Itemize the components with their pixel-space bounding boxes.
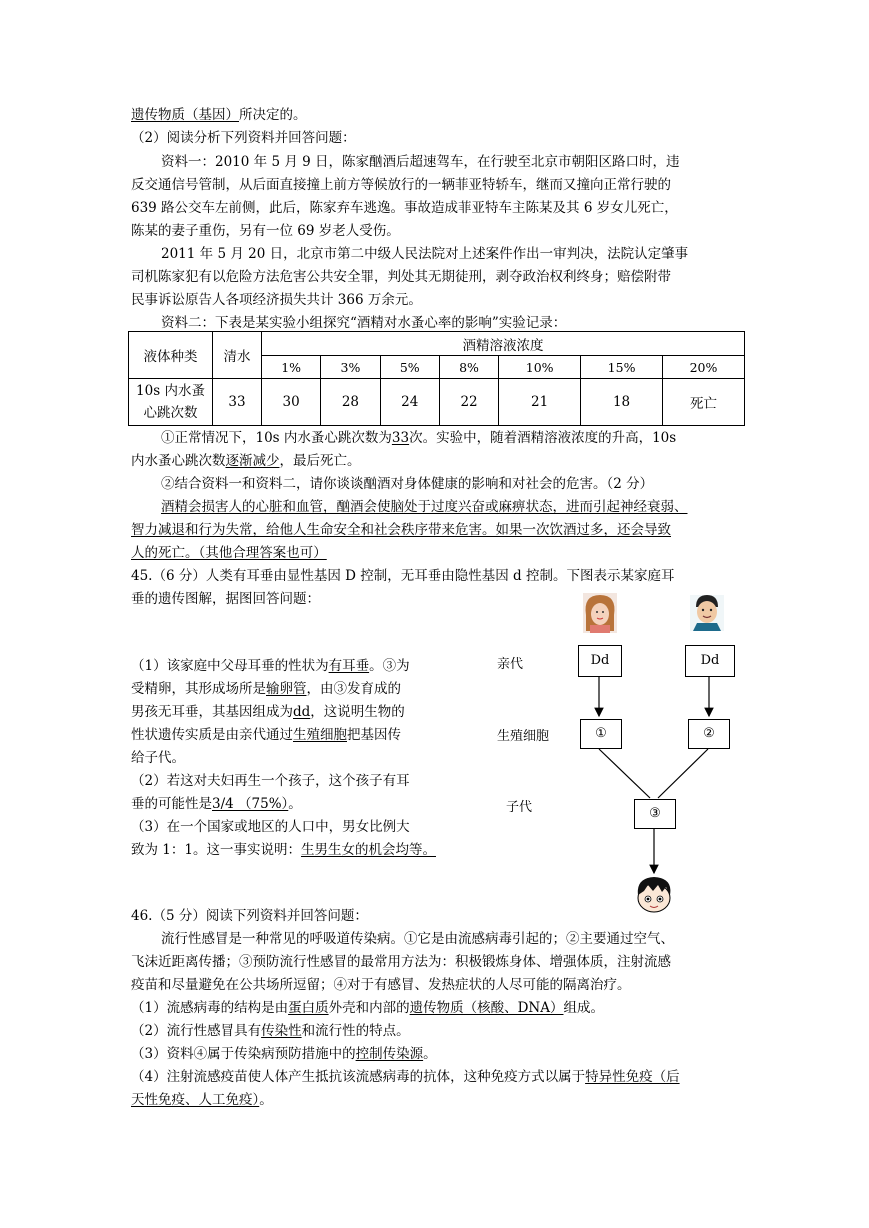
question-line: 垂的遗传图解，据图回答问题： bbox=[131, 591, 320, 607]
answer-text: 33 bbox=[391, 430, 410, 446]
answer-line bbox=[131, 680, 401, 698]
answer-text: 遗传物质（核酸、DNA） bbox=[409, 1000, 564, 1016]
paragraph-line: 飞沫近距离传播；③预防流行性感冒的最常用方法为：积极锻炼身体、增强体质，注射流感 bbox=[131, 954, 671, 970]
paragraph-line: 疫苗和尽量避免在公共场所逗留；④对于有感冒、发热症状的人尽可能的隔离治疗。 bbox=[131, 977, 631, 993]
header-cell: 8% bbox=[439, 356, 498, 379]
text: ，由③发育成的 bbox=[306, 681, 401, 697]
row-label-cell bbox=[129, 379, 213, 426]
answer-text: 生殖细胞 bbox=[293, 727, 347, 743]
table-cell: 30 bbox=[262, 379, 321, 426]
answer-line bbox=[131, 795, 302, 813]
header-cell: 液体种类 bbox=[129, 332, 213, 379]
question-line: 45.（6 分）人类有耳垂由显性基因 D 控制，无耳垂由隐性基因 d 控制。下图表示某家庭耳 bbox=[131, 568, 675, 584]
question-line: ②结合资料一和资料二，请你谈谈酗酒对身体健康的影响和对社会的危害。（2 分） bbox=[161, 476, 654, 492]
answer-text: 控制传染源 bbox=[355, 1046, 424, 1062]
header-cell: 1% bbox=[262, 356, 321, 379]
text: ，最后死亡。 bbox=[279, 453, 361, 469]
answer-line bbox=[131, 1068, 680, 1086]
table-cell: 33 bbox=[213, 379, 262, 426]
paragraph-line: 2011 年 5 月 20 日，北京市第二中级人民法院对上述案件作出一审判决，法院认定肇事 bbox=[161, 246, 689, 262]
parent-label: 亲代 bbox=[497, 657, 524, 672]
gamete-label: 生殖细胞 bbox=[497, 729, 550, 744]
answer-text: 人的死亡。（其他合理答案也可） bbox=[131, 545, 327, 561]
answer-text: 天性免疫、人工免疫） bbox=[131, 1092, 260, 1108]
answer-line bbox=[131, 657, 410, 675]
answer-text: 蛋白质 bbox=[288, 1000, 329, 1016]
table-cell: 21 bbox=[499, 379, 581, 426]
header-cell: 20% bbox=[663, 356, 745, 379]
row-label-line: 10s 内水蚤 bbox=[136, 383, 205, 399]
answer-text: 智力减退和行为失常，给他人生命安全和社会秩序带来危害。如果一次饮酒过多，还会导致 bbox=[131, 522, 671, 538]
answer-text: 遗传物质（基因） bbox=[131, 107, 239, 123]
gamete-box-2: ② bbox=[688, 719, 730, 749]
paragraph-line: 民事诉讼原告人各项经济损失共计 366 万余元。 bbox=[131, 292, 422, 308]
paragraph-line: 流行性感冒是一种常见的呼吸道传染病。①它是由流感病毒引起的；②主要通过空气、 bbox=[161, 931, 674, 947]
text: 男孩无耳垂，其基因组成为 bbox=[131, 704, 293, 720]
answer-text: 输卵管 bbox=[266, 681, 307, 697]
text: （1）流感病毒的结构是由 bbox=[131, 1000, 289, 1016]
answer-line bbox=[131, 726, 401, 744]
man-portrait-icon bbox=[690, 595, 724, 631]
text: （4）注射流感疫苗使人体产生抵抗该流感病毒的抗体，这种免疫方式以属于 bbox=[131, 1069, 586, 1085]
paragraph-line: 资料一：2010 年 5 月 9 日，陈家酗酒后超速驾车，在行驶至北京市朝阳区路口时，违 bbox=[161, 154, 680, 170]
text: 组成。 bbox=[563, 1000, 604, 1016]
answer-line bbox=[131, 452, 361, 470]
answer-line bbox=[131, 1045, 437, 1063]
text: 外壳和内部的 bbox=[328, 1000, 410, 1016]
answer-text: 酒精会损害人的心脏和血管，酗酒会使脑处于过度兴奋或麻痹状态，进而引起神经衰弱、 bbox=[161, 499, 688, 515]
table-cell: 22 bbox=[439, 379, 498, 426]
text: 和流行性的特点。 bbox=[301, 1023, 410, 1039]
text: （3）资料④属于传染病预防措施中的 bbox=[131, 1046, 356, 1062]
text: 次。实验中，随着酒精溶液浓度的升高，10s bbox=[409, 430, 677, 446]
answer-line bbox=[131, 999, 604, 1017]
text: ①正常情况下，10s 内水蚤心跳次数为 bbox=[161, 430, 392, 446]
table-cell: 24 bbox=[380, 379, 439, 426]
connector-line bbox=[599, 749, 650, 798]
answer-text: 特异性免疫（后 bbox=[585, 1069, 680, 1085]
mother-genotype-box: Dd bbox=[578, 645, 622, 677]
paragraph-line: 反交通信号管制，从后面直接撞上前方等候放行的一辆菲亚特轿车，继而又撞向正常行驶的 bbox=[131, 177, 671, 193]
answer-line bbox=[131, 703, 405, 721]
answer-line bbox=[131, 106, 307, 124]
text: 受精卵，其形成场所是 bbox=[131, 681, 266, 697]
answer-text: 3/4 （75%） bbox=[212, 796, 289, 812]
gamete-box-1: ① bbox=[580, 719, 622, 749]
question-line: 46.（5 分）阅读下列资料并回答问题： bbox=[131, 908, 368, 924]
answer-line: 给子代。 bbox=[131, 750, 185, 766]
answer-line bbox=[131, 1091, 273, 1109]
text: 。 bbox=[288, 796, 302, 812]
header-cell: 清水 bbox=[213, 332, 262, 379]
header-cell: 15% bbox=[581, 356, 663, 379]
table-cell: 死亡 bbox=[663, 379, 745, 426]
header-cell: 3% bbox=[321, 356, 380, 379]
answer-text: dd bbox=[293, 704, 311, 720]
header-cell: 酒精溶液浓度 bbox=[262, 332, 745, 356]
answer-text: 有耳垂 bbox=[328, 658, 370, 674]
table-cell: 18 bbox=[581, 379, 663, 426]
question-line: （2）阅读分析下列资料并回答问题： bbox=[131, 130, 356, 146]
text: 内水蚤心跳次数 bbox=[131, 453, 226, 469]
table-cell: 28 bbox=[321, 379, 380, 426]
boy-cartoon-icon bbox=[638, 877, 671, 912]
text: 致为 1：1。这一事实说明： bbox=[131, 842, 301, 858]
offspring-label: 子代 bbox=[506, 800, 533, 815]
paragraph-line: 资料二：下表是某实验小组探究“酒精对水蚤心率的影响”实验记录： bbox=[161, 315, 567, 331]
answer-line bbox=[131, 1022, 410, 1040]
answer-text: 逐渐减少 bbox=[225, 453, 280, 469]
text: （2）流行性感冒具有 bbox=[131, 1023, 262, 1039]
header-cell: 10% bbox=[499, 356, 581, 379]
data-table bbox=[128, 331, 745, 426]
question-line: （3）在一个国家或地区的人口中，男女比例大 bbox=[131, 819, 410, 835]
text: ，这说明生物的 bbox=[310, 704, 405, 720]
diagram-lines bbox=[490, 585, 750, 920]
header-cell: 5% bbox=[380, 356, 439, 379]
text: 。 bbox=[423, 1046, 437, 1062]
question-line: （2）若这对夫妇再生一个孩子，这个孩子有耳 bbox=[131, 773, 410, 789]
connector-line bbox=[658, 749, 708, 798]
paragraph-line: 陈某的妻子重伤，另有一位 69 岁老人受伤。 bbox=[131, 223, 400, 239]
answer-line bbox=[131, 841, 436, 859]
zygote-box: ③ bbox=[634, 799, 676, 829]
text: 把基因传 bbox=[347, 727, 401, 743]
answer-text: 传染性 bbox=[261, 1023, 302, 1039]
paragraph-line: 司机陈家犯有以危险方法危害公共安全罪，判处其无期徒刑，剥夺政治权利终身；赔偿附带 bbox=[131, 269, 671, 285]
inheritance-diagram bbox=[490, 585, 750, 920]
paragraph-line: 639 路公交车左前侧，此后，陈家弃车逃逸。事故造成菲亚特车主陈某及其 6 岁女儿死亡， bbox=[131, 200, 678, 216]
text: 。③为 bbox=[369, 658, 410, 674]
text: 。 bbox=[259, 1092, 273, 1108]
text: 垂的可能性是 bbox=[131, 796, 212, 812]
row-label-line: 心跳次数 bbox=[143, 405, 198, 421]
answer-text: 生男生女的机会均等。 bbox=[300, 842, 436, 858]
woman-portrait-icon bbox=[583, 593, 617, 633]
text: 性状遗传实质是由亲代通过 bbox=[131, 727, 293, 743]
text: 所决定的。 bbox=[239, 107, 307, 123]
answer-line bbox=[161, 429, 676, 447]
text: （1）该家庭中父母耳垂的性状为 bbox=[131, 658, 329, 674]
father-genotype-box: Dd bbox=[685, 645, 735, 677]
